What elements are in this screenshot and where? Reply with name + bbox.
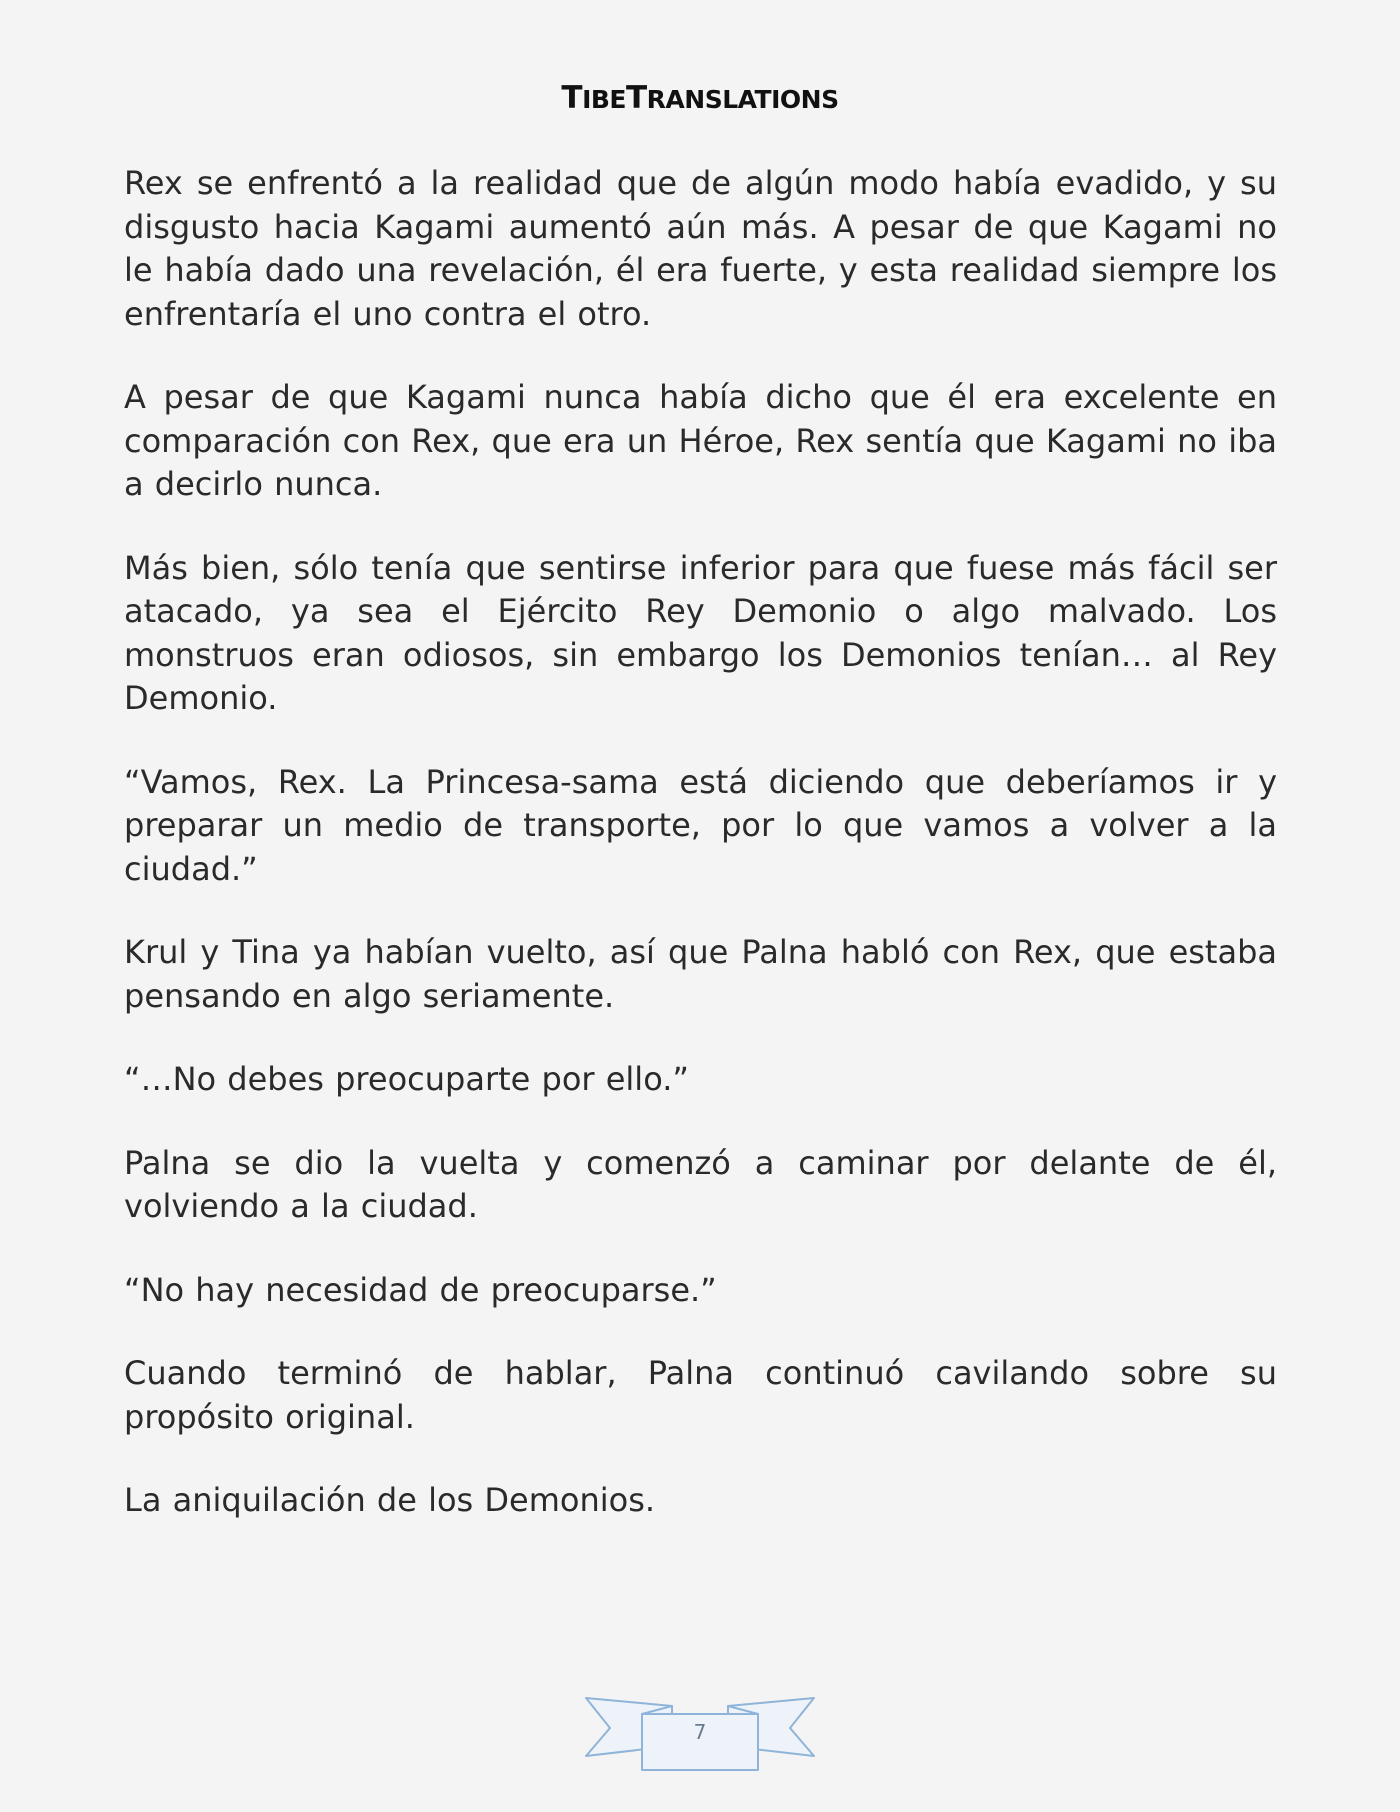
paragraph: Palna se dio la vuelta y comenzó a caminar por delante de él, volviendo a la ciudad. bbox=[124, 1143, 1277, 1225]
page-header-title bbox=[0, 78, 1400, 120]
paragraph: “No hay necesidad de preocuparse.” bbox=[124, 1270, 717, 1309]
header-title-part-2: IBE bbox=[582, 85, 627, 114]
page-number-ribbon bbox=[580, 1692, 820, 1772]
paragraph: “…No debes preocuparte por ello.” bbox=[124, 1060, 689, 1098]
header-title-part-1: T bbox=[561, 80, 583, 116]
header-title-part-3: T bbox=[626, 80, 647, 116]
paragraph: “Vamos, Rex. La Princesa-sama está diciendo que deberíamos ir y preparar un medio de transporte, por lo que vamos a volver a la ciudad.” bbox=[124, 762, 1277, 888]
paragraph: Rex se enfrentó a la realidad que de algún modo había evadido, y su disgusto hacia Kagami aumentó aún más. A pesar de que Kagami no le había dado una revelación, él era fuerte, y esta realidad siempre los enfrentaría el uno contra el otro. bbox=[124, 164, 1277, 333]
paragraph: La aniquilación de los Demonios. bbox=[124, 1481, 656, 1519]
paragraph: Más bien, sólo tenía que sentirse inferior para que fuese más fácil ser atacado, ya sea el Ejército Rey Demonio o algo malvado. Los monstruos eran odiosos, sin embargo los Demonios tenían… al Rey Demonio. bbox=[124, 548, 1277, 717]
paragraph: Cuando terminó de hablar, Palna continuó cavilando sobre su propósito original. bbox=[124, 1354, 1277, 1436]
paragraph: Krul y Tina ya habían vuelto, así que Palna habló con Rex, que estaba pensando en algo seriamente. bbox=[124, 933, 1277, 1015]
header-title-part-4: RANSLATIONS bbox=[646, 85, 839, 114]
paragraph: A pesar de que Kagami nunca había dicho que él era excelente en comparación con Rex, que era un Héroe, Rex sentía que Kagami no iba a decirlo nunca. bbox=[124, 378, 1277, 503]
body-text bbox=[124, 162, 1277, 1523]
page-number: 7 bbox=[693, 1720, 707, 1744]
